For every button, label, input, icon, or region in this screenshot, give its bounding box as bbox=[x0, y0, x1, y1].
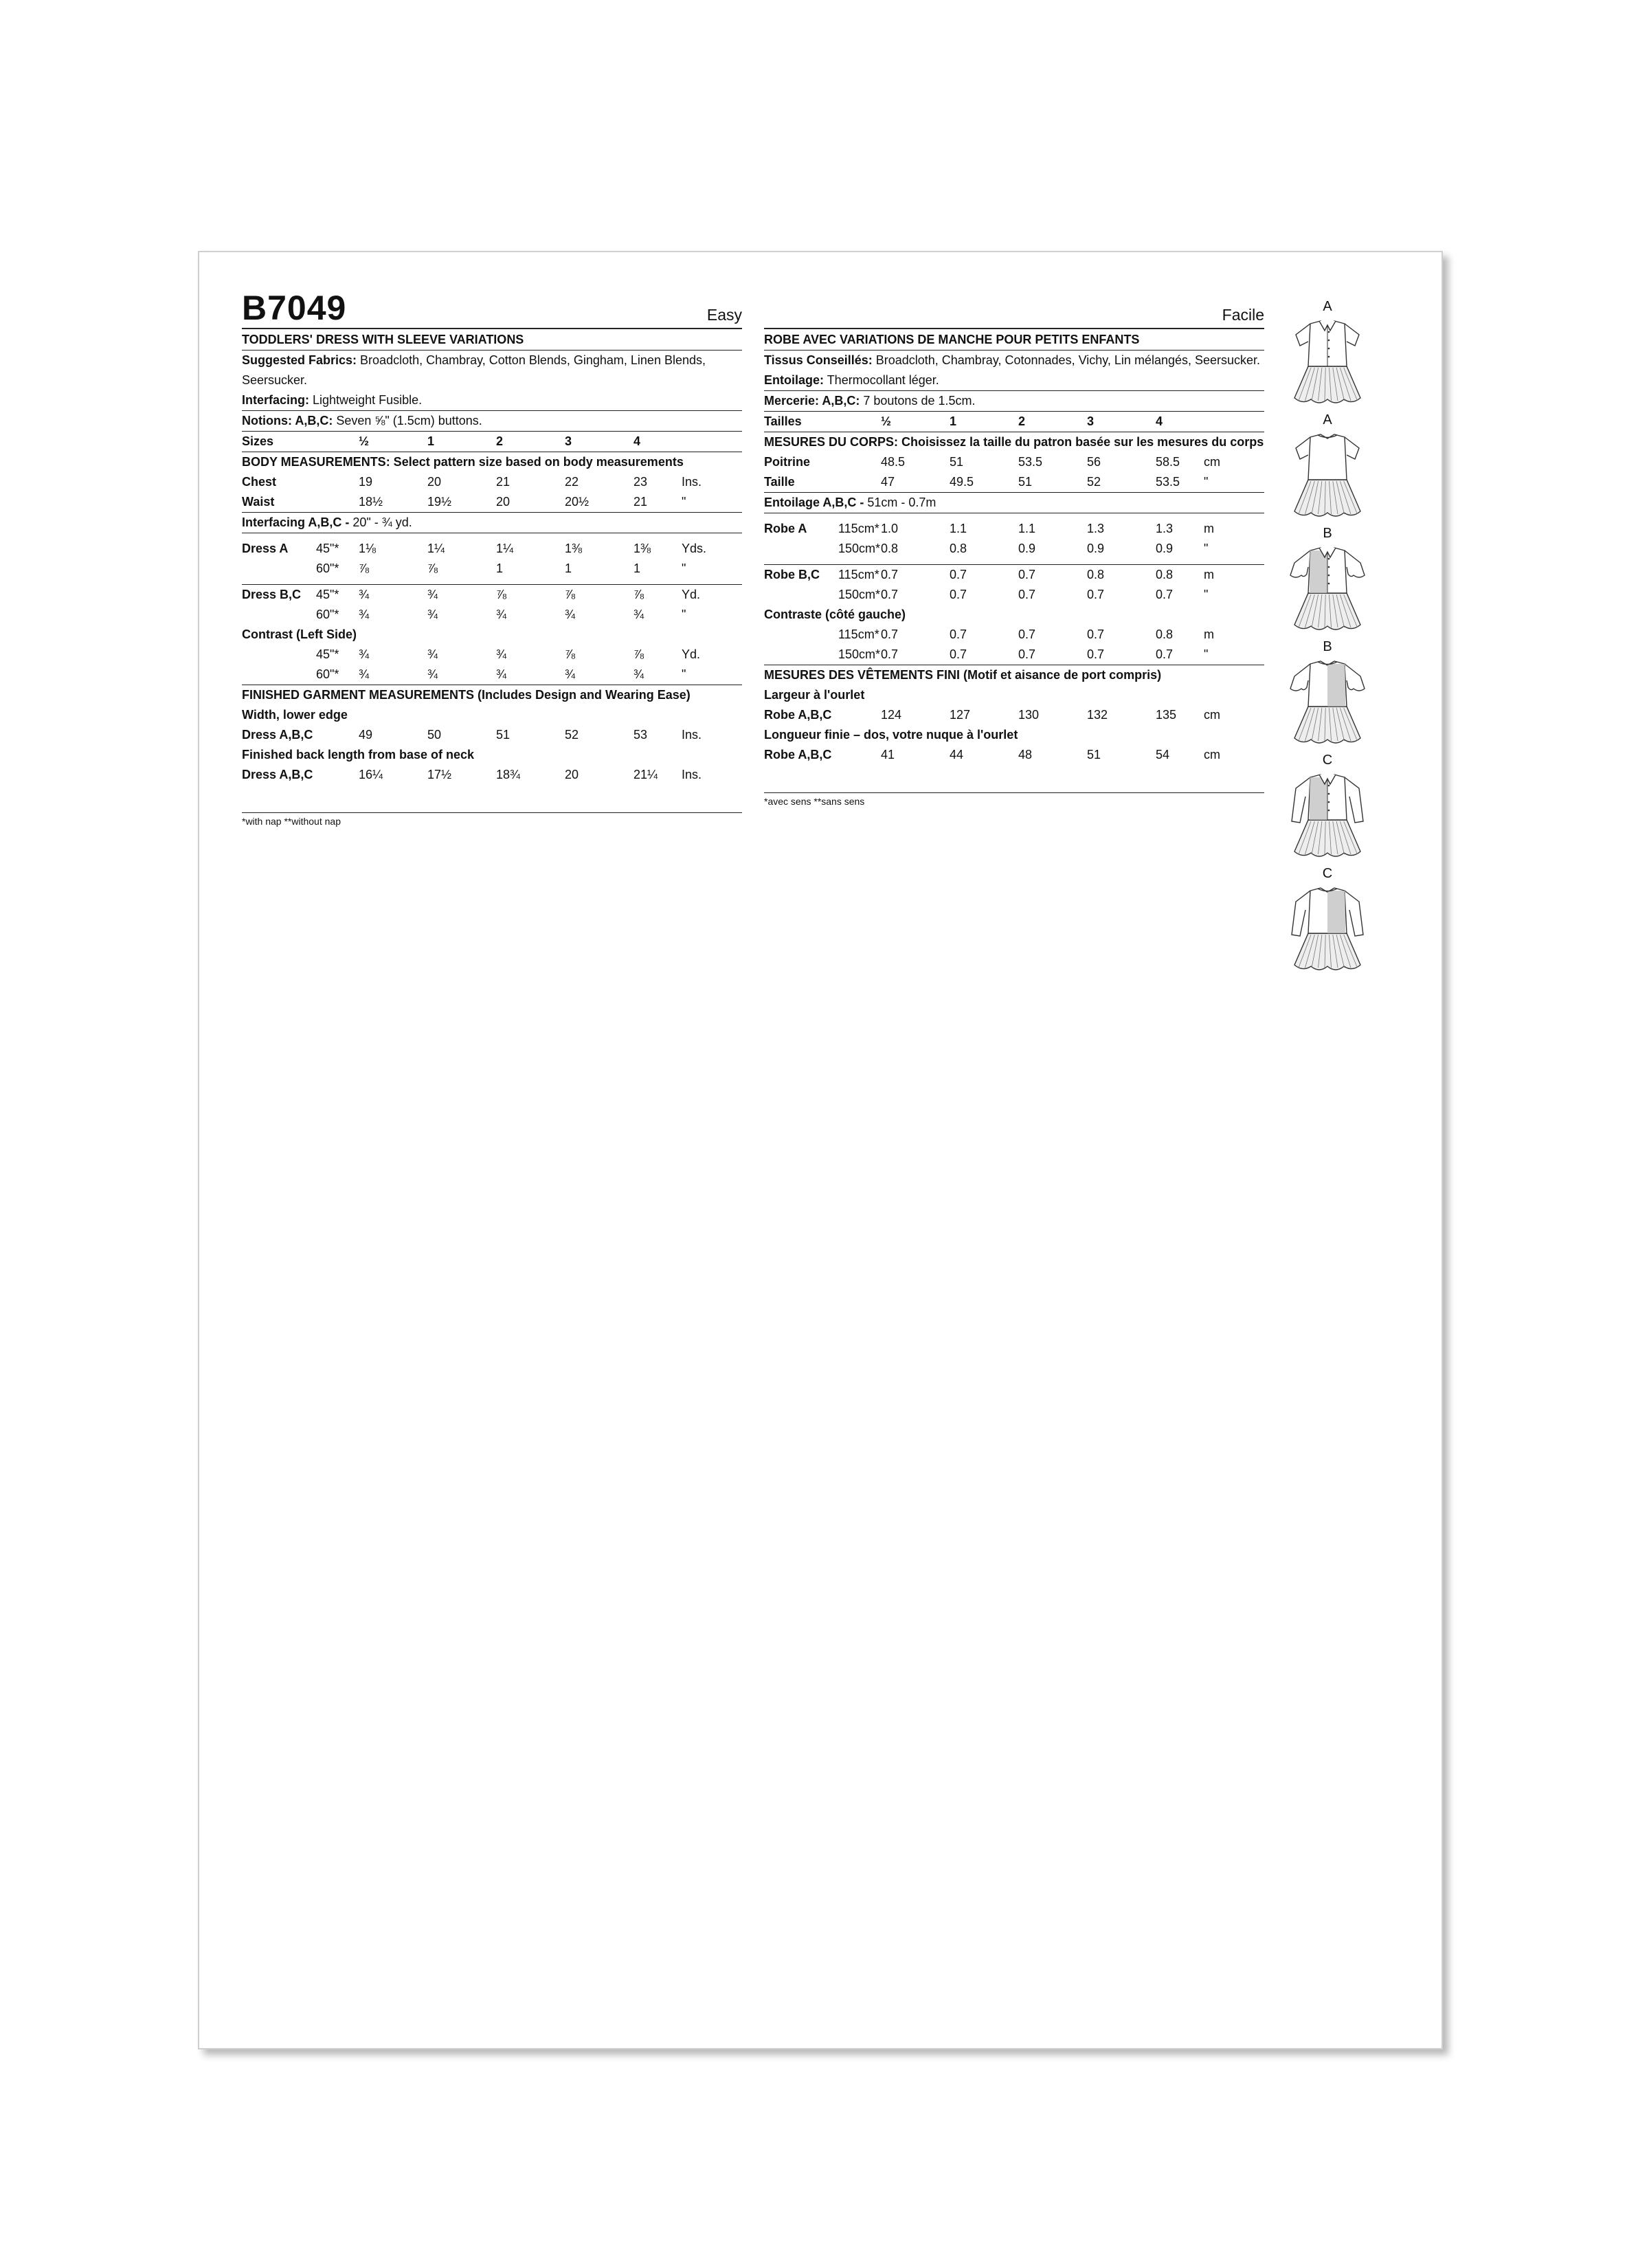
value-cell: ¾ bbox=[633, 667, 644, 681]
group-label: Dress B,C bbox=[242, 588, 302, 601]
dress-drawing bbox=[1286, 654, 1369, 751]
value-cell: 0.7 bbox=[1018, 647, 1036, 661]
unit-cell: Yds. bbox=[682, 542, 707, 555]
size-header: 3 bbox=[565, 434, 572, 448]
unit-cell: Yd. bbox=[682, 647, 701, 661]
value-cell: 51 bbox=[1087, 748, 1101, 761]
value-cell: 20 bbox=[427, 475, 442, 489]
finished-measurements-heading: FINISHED GARMENT MEASUREMENTS (Includes Design and Wearing Ease) bbox=[242, 688, 691, 702]
unit-cell: Ins. bbox=[682, 728, 702, 742]
value-cell: 1⅜ bbox=[633, 542, 651, 555]
value-cell: 53 bbox=[633, 728, 648, 742]
value-cell: ¾ bbox=[427, 667, 438, 681]
garment-title-fr: ROBE AVEC VARIATIONS DE MANCHE POUR PETITS ENFANTS bbox=[764, 329, 1264, 351]
length-heading: Finished back length from base of neck bbox=[242, 748, 475, 761]
unit-cell: m bbox=[1204, 568, 1214, 581]
value-cell: 51 bbox=[496, 728, 511, 742]
value-cell: 1⅛ bbox=[359, 542, 377, 555]
value-cell: ¾ bbox=[565, 608, 576, 621]
value-cell: 127 bbox=[950, 708, 971, 722]
yardage-row bbox=[242, 585, 742, 605]
fabric-width: 150cm* bbox=[838, 647, 881, 661]
unit-cell: " bbox=[682, 667, 686, 681]
group-label: Robe A bbox=[764, 522, 807, 535]
value-cell: 0.7 bbox=[1087, 627, 1105, 641]
value-cell: ¾ bbox=[633, 608, 644, 621]
row-label: Chest bbox=[242, 475, 277, 489]
value-cell: 0.7 bbox=[881, 568, 899, 581]
yardage-row bbox=[764, 585, 1264, 605]
unit-cell: m bbox=[1204, 522, 1214, 535]
interfacing-yardage-fr: Entoilage A,B,C - 51cm - 0.7m bbox=[764, 493, 1264, 513]
value-cell: 0.7 bbox=[1018, 568, 1036, 581]
dress-a-yardage bbox=[242, 539, 742, 579]
value-cell: 18½ bbox=[359, 495, 383, 509]
value-cell: ⅞ bbox=[565, 588, 576, 601]
notions-text-fr: Mercerie: A,B,C: 7 boutons de 1.5cm. bbox=[764, 391, 1264, 412]
view-c-illustration bbox=[1279, 753, 1376, 866]
group-label: Robe B,C bbox=[764, 568, 820, 581]
width-heading-fr: Largeur à l'ourlet bbox=[764, 688, 865, 702]
value-cell: 130 bbox=[1018, 708, 1040, 722]
value-cell: 16¼ bbox=[359, 768, 383, 781]
value-cell: 48.5 bbox=[881, 455, 906, 469]
waist-row-fr bbox=[764, 472, 1264, 493]
view-letter: B bbox=[1323, 639, 1332, 654]
value-cell: 19½ bbox=[427, 495, 452, 509]
chest-row bbox=[242, 472, 742, 492]
row-label: Dress A,B,C bbox=[242, 728, 313, 742]
value-cell: 1¼ bbox=[496, 542, 514, 555]
value-cell: ⅞ bbox=[633, 588, 644, 601]
view-b-illustration bbox=[1279, 639, 1376, 753]
chest-row-fr bbox=[764, 452, 1264, 472]
contrast-yardage bbox=[242, 625, 742, 685]
yardage-row bbox=[242, 665, 742, 685]
value-cell: 47 bbox=[881, 475, 895, 489]
value-cell: 1.3 bbox=[1087, 522, 1105, 535]
unit-cell: " bbox=[1204, 647, 1209, 661]
value-cell: 0.7 bbox=[950, 568, 967, 581]
value-cell: ¾ bbox=[359, 588, 370, 601]
sizes-row-fr bbox=[764, 412, 1264, 432]
french-column bbox=[764, 252, 1264, 807]
difficulty-label: Easy bbox=[706, 306, 742, 324]
unit-cell: " bbox=[1204, 542, 1209, 555]
value-cell: 0.7 bbox=[881, 647, 899, 661]
header-en bbox=[242, 252, 742, 329]
waist-row bbox=[242, 492, 742, 513]
width-row-fr bbox=[764, 705, 1264, 725]
group-label: Contrast (Left Side) bbox=[242, 627, 357, 641]
size-header: 4 bbox=[633, 434, 641, 448]
sizes-label: Sizes bbox=[242, 434, 274, 448]
size-header: 3 bbox=[1087, 414, 1095, 428]
body-measurements-heading-fr: MESURES DU CORPS: Choisissez la taille du patron basée sur les mesures du corps bbox=[764, 435, 1264, 449]
value-cell: ¾ bbox=[359, 608, 370, 621]
value-cell: 52 bbox=[1087, 475, 1101, 489]
value-cell: 17½ bbox=[427, 768, 452, 781]
value-cell: 1.1 bbox=[1018, 522, 1036, 535]
garment-title: TODDLERS' DRESS WITH SLEEVE VARIATIONS bbox=[242, 329, 742, 351]
fabric-width: 45"* bbox=[316, 542, 339, 555]
sizes-row bbox=[242, 432, 742, 452]
yardage-row bbox=[242, 539, 742, 559]
value-cell: ¾ bbox=[496, 667, 507, 681]
value-cell: 1.3 bbox=[1156, 522, 1174, 535]
group-label: Dress A bbox=[242, 542, 289, 555]
notions-text: Notions: A,B,C: Seven ⅝" (1.5cm) buttons. bbox=[242, 411, 742, 432]
unit-cell: " bbox=[682, 562, 686, 575]
header-fr bbox=[764, 252, 1264, 329]
value-cell: 21¼ bbox=[633, 768, 658, 781]
row-label: Taille bbox=[764, 475, 795, 489]
interfacing-text: Interfacing: Lightweight Fusible. bbox=[242, 390, 742, 411]
value-cell: 0.7 bbox=[881, 627, 899, 641]
size-header: 4 bbox=[1156, 414, 1163, 428]
unit-cell: " bbox=[1204, 475, 1209, 489]
value-cell: 0.9 bbox=[1018, 542, 1036, 555]
dress-drawing bbox=[1286, 314, 1369, 410]
size-header: 2 bbox=[496, 434, 504, 448]
value-cell: 1¼ bbox=[427, 542, 445, 555]
value-cell: 135 bbox=[1156, 708, 1177, 722]
value-cell: 1 bbox=[496, 562, 504, 575]
view-letter: A bbox=[1323, 299, 1332, 314]
value-cell: ¾ bbox=[359, 647, 370, 661]
value-cell: 124 bbox=[881, 708, 902, 722]
sizes-label: Tailles bbox=[764, 414, 802, 428]
fabrics-text-fr: Tissus Conseillés: Broadcloth, Chambray, Cotonnades, Vichy, Lin mélangés, Seersucker. Entoilage: Thermocollant léger. bbox=[764, 351, 1264, 391]
value-cell: ⅞ bbox=[359, 562, 370, 575]
size-header: ½ bbox=[881, 414, 892, 428]
value-cell: 0.7 bbox=[881, 588, 899, 601]
unit-cell: Yd. bbox=[682, 588, 701, 601]
value-cell: 51 bbox=[1018, 475, 1033, 489]
value-cell: 0.7 bbox=[1018, 627, 1036, 641]
value-cell: ¾ bbox=[496, 647, 507, 661]
value-cell: ¾ bbox=[427, 588, 438, 601]
view-letter: B bbox=[1323, 526, 1332, 541]
view-illustrations bbox=[1279, 299, 1376, 979]
yardage-row bbox=[242, 645, 742, 665]
yardage-row bbox=[764, 519, 1264, 539]
value-cell: 0.8 bbox=[881, 542, 899, 555]
view-c-illustration bbox=[1279, 866, 1376, 979]
yardage-row bbox=[764, 565, 1264, 585]
value-cell: ⅞ bbox=[496, 588, 507, 601]
value-cell: 0.8 bbox=[950, 542, 967, 555]
fabrics-text: Suggested Fabrics: Broadcloth, Chambray, Cotton Blends, Gingham, Linen Blends, Seersucker. bbox=[242, 353, 706, 387]
value-cell: 0.7 bbox=[1156, 588, 1174, 601]
pattern-number: B7049 bbox=[242, 289, 347, 327]
value-cell: 1 bbox=[633, 562, 641, 575]
size-header: ½ bbox=[359, 434, 370, 448]
row-label: Robe A,B,C bbox=[764, 748, 832, 761]
value-cell: 58.5 bbox=[1156, 455, 1180, 469]
fabric-width: 150cm* bbox=[838, 542, 881, 555]
value-cell: 0.7 bbox=[1087, 588, 1105, 601]
value-cell: 41 bbox=[881, 748, 895, 761]
value-cell: 0.7 bbox=[950, 588, 967, 601]
dress-drawing bbox=[1286, 541, 1369, 637]
value-cell: 0.7 bbox=[950, 647, 967, 661]
value-cell: 23 bbox=[633, 475, 648, 489]
value-cell: 0.7 bbox=[1018, 588, 1036, 601]
value-cell: 20½ bbox=[565, 495, 590, 509]
value-cell: 53.5 bbox=[1018, 455, 1043, 469]
body-measurements-heading: BODY MEASUREMENTS: Select pattern size based on body measurements bbox=[242, 455, 684, 469]
dress-bc-yardage-fr bbox=[764, 565, 1264, 605]
value-cell: 20 bbox=[565, 768, 579, 781]
view-letter: C bbox=[1322, 866, 1333, 881]
value-cell: 0.7 bbox=[950, 627, 967, 641]
dress-drawing bbox=[1286, 881, 1369, 977]
length-row bbox=[242, 765, 742, 785]
unit-cell: " bbox=[682, 608, 686, 621]
fabric-width: 115cm* bbox=[838, 522, 879, 535]
value-cell: 1.0 bbox=[881, 522, 899, 535]
width-row bbox=[242, 725, 742, 745]
group-label: Contraste (côté gauche) bbox=[764, 608, 906, 621]
value-cell: 19 bbox=[359, 475, 373, 489]
value-cell: 0.8 bbox=[1087, 568, 1105, 581]
value-cell: 22 bbox=[565, 475, 579, 489]
value-cell: 21 bbox=[633, 495, 648, 509]
value-cell: 49 bbox=[359, 728, 373, 742]
value-cell: 0.9 bbox=[1087, 542, 1105, 555]
fabric-width: 60"* bbox=[316, 562, 339, 575]
length-heading-fr: Longueur finie – dos, votre nuque à l'ourlet bbox=[764, 728, 1018, 742]
unit-cell: " bbox=[1204, 588, 1209, 601]
size-header: 1 bbox=[427, 434, 435, 448]
value-cell: 53.5 bbox=[1156, 475, 1180, 489]
view-letter: A bbox=[1323, 412, 1332, 427]
value-cell: 132 bbox=[1087, 708, 1108, 722]
fabric-width: 45"* bbox=[316, 588, 339, 601]
value-cell: ¾ bbox=[565, 667, 576, 681]
fabric-width: 115cm* bbox=[838, 627, 879, 641]
fabric-width: 60"* bbox=[316, 667, 339, 681]
row-label: Waist bbox=[242, 495, 275, 509]
view-a-illustration bbox=[1279, 299, 1376, 412]
value-cell: ¾ bbox=[427, 608, 438, 621]
row-label: Dress A,B,C bbox=[242, 768, 313, 781]
value-cell: ¾ bbox=[496, 608, 507, 621]
dress-bc-yardage bbox=[242, 585, 742, 625]
footnote-fr: *avec sens **sans sens bbox=[764, 796, 865, 807]
fabric-width: 115cm* bbox=[838, 568, 879, 581]
yardage-row bbox=[764, 625, 1264, 645]
dress-drawing bbox=[1286, 427, 1369, 524]
row-label: Poitrine bbox=[764, 455, 811, 469]
value-cell: ⅞ bbox=[633, 647, 644, 661]
value-cell: 1.1 bbox=[950, 522, 967, 535]
dress-drawing bbox=[1286, 768, 1369, 864]
value-cell: 1 bbox=[565, 562, 572, 575]
difficulty-label-fr: Facile bbox=[1222, 306, 1264, 324]
pattern-envelope-back bbox=[198, 251, 1443, 2049]
finished-measurements-heading-fr: MESURES DES VÊTEMENTS FINI (Motif et aisance de port compris) bbox=[764, 668, 1162, 682]
english-column bbox=[242, 252, 742, 827]
unit-cell: cm bbox=[1204, 748, 1220, 761]
yardage-row bbox=[242, 559, 742, 579]
row-label: Robe A,B,C bbox=[764, 708, 832, 722]
interfacing-yardage: Interfacing A,B,C - 20" - ¾ yd. bbox=[242, 513, 742, 533]
unit-cell: Ins. bbox=[682, 475, 702, 489]
value-cell: 52 bbox=[565, 728, 579, 742]
value-cell: 18¾ bbox=[496, 768, 521, 781]
view-b-illustration bbox=[1279, 526, 1376, 639]
value-cell: 49.5 bbox=[950, 475, 974, 489]
value-cell: 1⅜ bbox=[565, 542, 583, 555]
value-cell: 20 bbox=[496, 495, 511, 509]
width-heading: Width, lower edge bbox=[242, 708, 348, 722]
value-cell: 0.8 bbox=[1156, 627, 1174, 641]
size-header: 2 bbox=[1018, 414, 1026, 428]
value-cell: 56 bbox=[1087, 455, 1101, 469]
value-cell: 48 bbox=[1018, 748, 1033, 761]
contrast-yardage-fr bbox=[764, 605, 1264, 665]
value-cell: 44 bbox=[950, 748, 964, 761]
view-a-illustration bbox=[1279, 412, 1376, 526]
unit-cell: " bbox=[682, 495, 686, 509]
size-header: 1 bbox=[950, 414, 957, 428]
unit-cell: Ins. bbox=[682, 768, 702, 781]
unit-cell: cm bbox=[1204, 455, 1220, 469]
fabric-width: 60"* bbox=[316, 608, 339, 621]
yardage-row bbox=[764, 645, 1264, 665]
length-row-fr bbox=[764, 745, 1264, 765]
value-cell: ⅞ bbox=[565, 647, 576, 661]
value-cell: 50 bbox=[427, 728, 442, 742]
unit-cell: cm bbox=[1204, 708, 1220, 722]
fabric-width: 45"* bbox=[316, 647, 339, 661]
value-cell: 0.7 bbox=[1156, 647, 1174, 661]
value-cell: ⅞ bbox=[427, 562, 438, 575]
value-cell: 0.8 bbox=[1156, 568, 1174, 581]
value-cell: 0.7 bbox=[1087, 647, 1105, 661]
value-cell: 54 bbox=[1156, 748, 1170, 761]
yardage-row bbox=[242, 605, 742, 625]
yardage-row bbox=[764, 539, 1264, 559]
value-cell: 0.9 bbox=[1156, 542, 1174, 555]
value-cell: ¾ bbox=[427, 647, 438, 661]
value-cell: ¾ bbox=[359, 667, 370, 681]
unit-cell: m bbox=[1204, 627, 1214, 641]
dress-a-yardage-fr bbox=[764, 519, 1264, 559]
value-cell: 51 bbox=[950, 455, 964, 469]
value-cell: 21 bbox=[496, 475, 511, 489]
view-letter: C bbox=[1322, 753, 1333, 768]
fabric-width: 150cm* bbox=[838, 588, 881, 601]
footnote: *with nap **without nap bbox=[242, 816, 341, 827]
